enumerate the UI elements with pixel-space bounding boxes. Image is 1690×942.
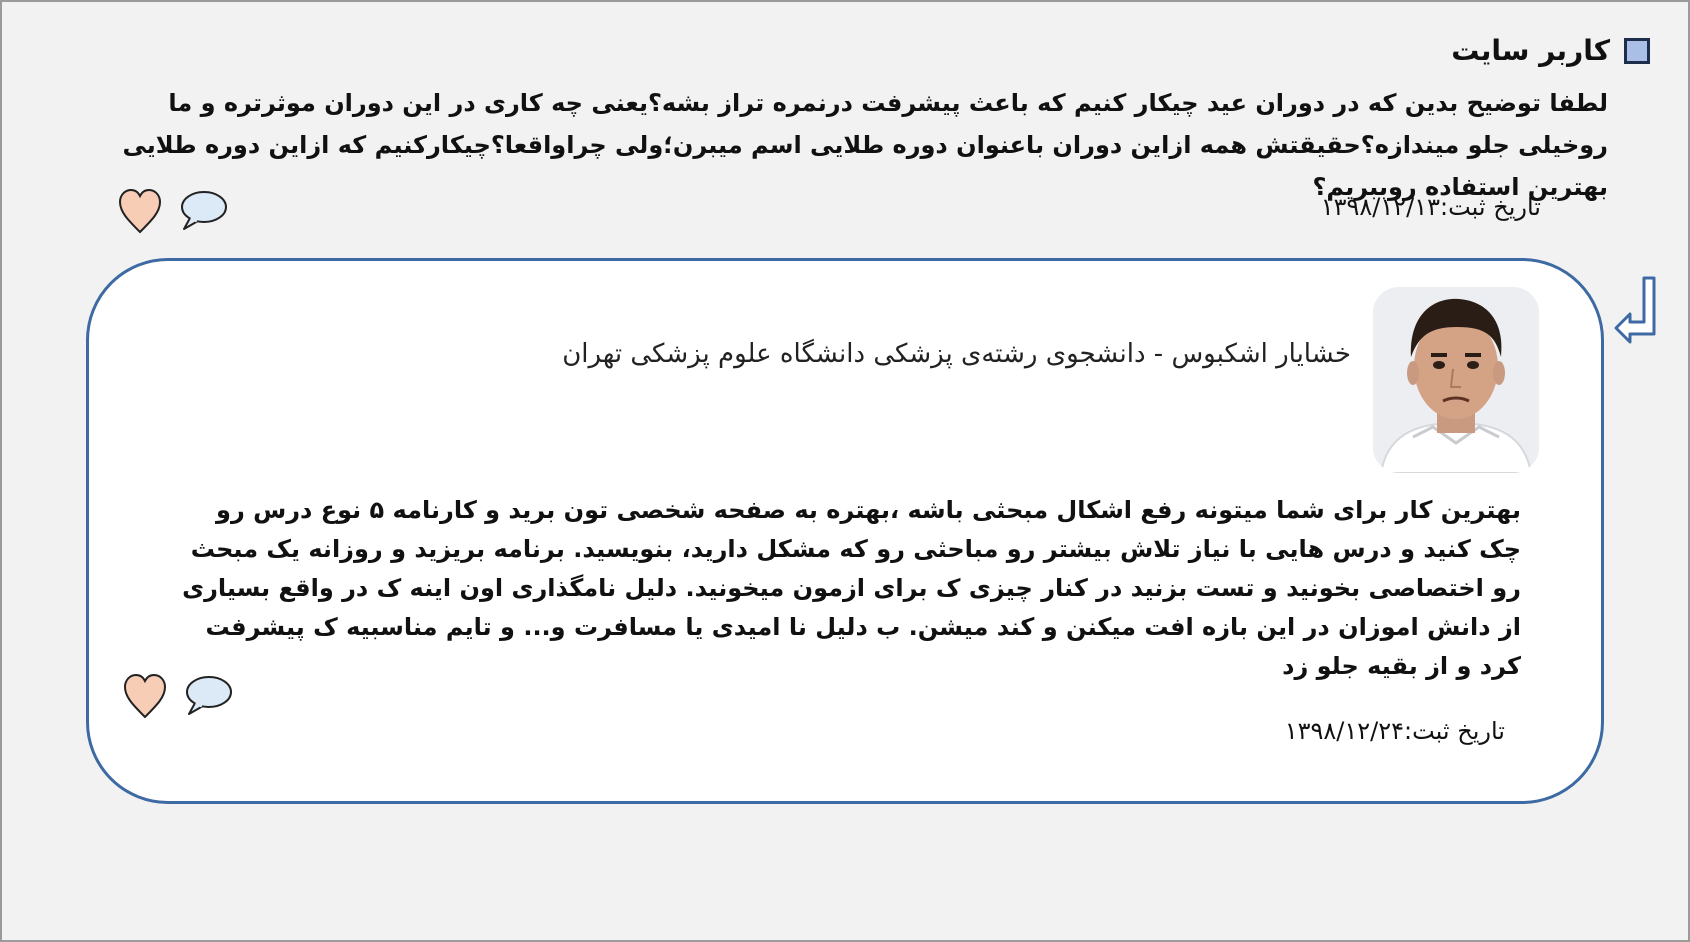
question-user-name: کاربر سایت (1451, 34, 1610, 67)
question-header (1451, 34, 1650, 67)
answer-author: خشایار اشکبوس - دانشجوی رشته‌ی پزشکی دانشگاه علوم پزشکی تهران (562, 339, 1351, 369)
question-text: لطفا توضیح بدین که در دوران عید چیکار کنیم که باعث پیشرفت درنمره تراز بشه؟یعنی چه کاری در این دوران موثرتره و ما روخیلی جلو میندازه؟حقیقتش همه ازاین دوران باعنوان دوره طلایی اسم میبرن؛ولی چراواقعا؟چیکارکنیم که ازاین دوره طلایی بهترین استفاده روببریم؟ (122, 89, 1608, 201)
answer-date: تاریخ ثبت:۱۳۹۸/۱۲/۲۴ (1284, 717, 1505, 745)
reply-arrow-icon (1614, 274, 1662, 350)
speech-bubble-icon[interactable] (178, 189, 228, 237)
heart-icon[interactable] (123, 673, 167, 723)
question-actions (118, 188, 228, 238)
answer-card (86, 258, 1604, 804)
square-bullet-icon (1624, 38, 1650, 64)
heart-icon[interactable] (118, 188, 162, 238)
question-date: تاریخ ثبت:۱۳۹۸/۱۲/۱۳ (1320, 193, 1541, 221)
speech-bubble-icon[interactable] (183, 674, 233, 722)
answer-actions (123, 673, 233, 723)
answer-text: بهترین کار برای شما میتونه رفع اشکال مبحثی باشه ،بهتره به صفحه شخصی تون برید و کارنامه ۵ نوع درس رو چک کنید و درس هایی با نیاز تلاش بیشتر رو مباحثی رو که مشکل دارید، بنویسید. برنامه بریزید و روزانه یک مبحث رو اختصاصی بخونید و تست بزنید در کنار چیزی ک برای ازمون میخونید. دلیل نامگذاری اون اینه ک در واقع بسیاری از دانش اموزان در این بازه افت میکنن و کند میشن. ب دلیل نا امیدی یا مسافرت و... و تایم مناسبیه ک پیشرفت کرد و از بقیه جلو زد (182, 496, 1521, 680)
avatar (1373, 287, 1539, 473)
